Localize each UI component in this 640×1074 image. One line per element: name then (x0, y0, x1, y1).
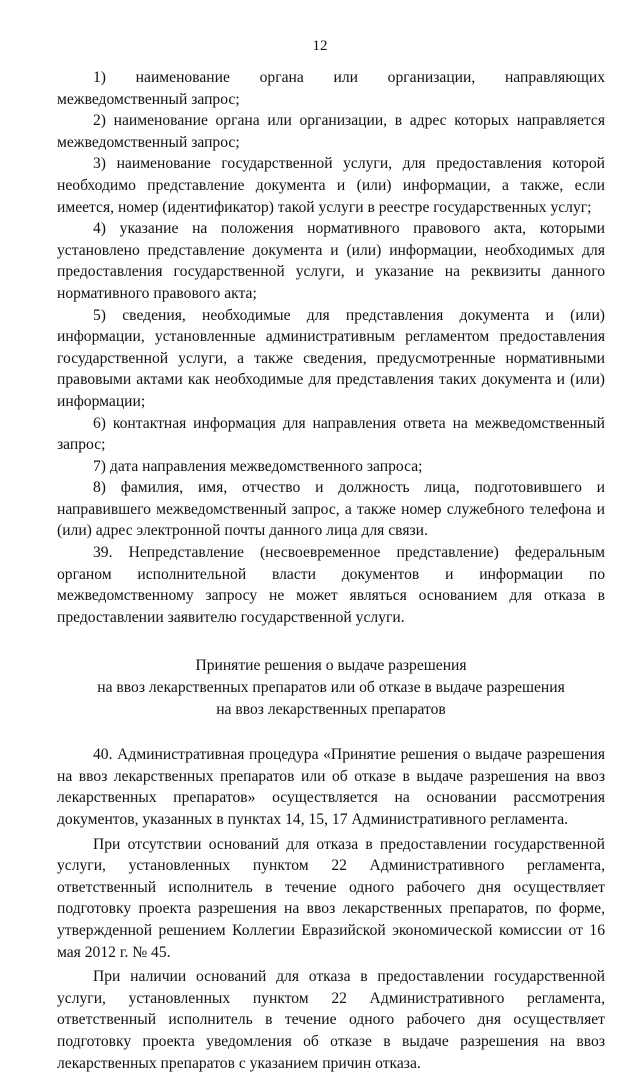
list-item-7: 7) дата направления межведомственного запроса; (93, 457, 423, 475)
paragraph-39: 39. Непредставление (несвоевременное представление) федеральным органом исполнительной власти документов и информации по межведомственному запросу не может являться основанием для отказа в предоставлении заявителю государственной услуги. (57, 544, 605, 626)
paragraph-no-grounds: При отсутствии оснований для отказа в предоставлении государственной услуги, установленных пунктом 22 Административного регламента, ответственный исполнитель в течение одного рабочего дня осуществляет подготовку проекта разрешения на ввоз лекарственных препаратов, по форме, утвержденной решением Коллегии Евразийской экономической комиссии от 16 мая 2012 г. № 45. (57, 835, 605, 961)
paragraph-grounds: При наличии оснований для отказа в предоставлении государственной услуги, установленных пунктом 22 Административного регламента, ответственный исполнитель в течение одного рабочего дня осуществляет подготовку проекта уведомления об отказе в выдаче разрешения на ввоз лекарственных препаратов с указанием причин отказа. (57, 968, 605, 1072)
paragraph-40: 40. Административная процедура «Принятие решения о выдаче разрешения на ввоз лекарственных препаратов или об отказе в выдаче разрешения на ввоз лекарственных препаратов» осуществляется на основании рассмотрения документов, указанных в пунктах 14, 15, 17 Административного регламента. (57, 746, 605, 828)
list-item-2: 2) наименование органа или организации, в адрес которых направляется межведомственный запрос; (57, 112, 605, 151)
list-item-8: 8) фамилия, имя, отчество и должность лица, подготовившего и направившего межведомственный запрос, а также номер служебного телефона и (или) адрес электронной почты данного лица для связи. (57, 479, 605, 540)
page-number: 12 (312, 38, 328, 54)
section-heading-line-3: на ввоз лекарственных препаратов (216, 700, 446, 718)
list-item-3: 3) наименование государственной услуги, для предоставления которой необходимо представление документа и (или) информации, а также, если имеется, номер (идентификатор) такой услуги в реестре государственных услуг; (57, 155, 605, 216)
document-body (57, 67, 605, 1074)
list-item-5: 5) сведения, необходимые для представления документа и (или) информации, установленные административным регламентом предоставления государственной услуги, а также сведения, предусмотренные нормативными правовыми актами как необходимые для представления таких документа и (или) информации; (57, 306, 605, 410)
list-item-1: 1) наименование органа или организации, направляющих межведомственный запрос; (57, 69, 605, 108)
section-heading-line-2: на ввоз лекарственных препаратов или об отказе в выдаче разрешения (97, 679, 565, 697)
list-item-6: 6) контактная информация для направления ответа на межведомственный запрос; (57, 414, 605, 454)
section-heading (57, 655, 605, 720)
list-item-4: 4) указание на положения нормативного правового акта, которыми установлено представление документа и (или) информации, необходимых для предоставления государственной услуги, и указание на реквизиты данного нормативного правового акта; (57, 220, 605, 302)
section-heading-line-1: Принятие решения о выдаче разрешения (195, 657, 467, 675)
